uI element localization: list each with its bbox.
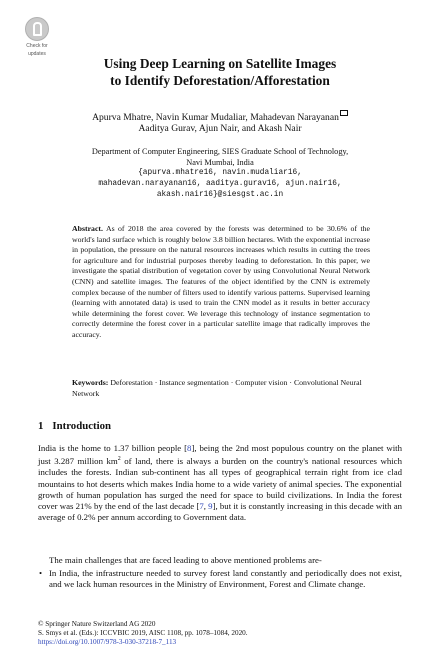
author-list-line2: Aaditya Gurav, Ajun Nair, and Akash Nair [138,123,302,134]
bookmark-icon [25,17,49,41]
section-title: Introduction [52,420,112,432]
badge-line2: updates [28,51,46,57]
p1-text-2: ], being the 2nd most populous country on the planet with just 3.287 million km [38,443,402,467]
section-number: 1 [38,420,44,432]
footer-citation: S. Smys et al. (Eds.): ICCVBIC 2019, AISC 1108, pp. 1078–1084, 2020. [38,629,248,638]
p1-text-3: of land, there is always a burden on the country's national resources which includes the forests. Indian sub-continent has all types of geographical terrain right from ice clad mountains to hot deserts which makes India home to a wide variety of animal species. The exponential growth of human population has surged the need for space to build civilizations. In India the forest cover was 21% by the end of the last decade [ [38,456,402,511]
email-line3: akash.nair16}@siesgst.ac.in [156,191,284,199]
abstract [72,224,370,341]
bullet-text: In India, the infrastructure needed to survey forest land constantly and periodically does not exist, and we lack human resources in the Ministry of Environment, Forest and Climate change. [49,568,402,590]
bullet-item [38,568,402,590]
keywords [72,378,370,399]
check-for-updates-badge[interactable] [20,17,54,59]
affiliation-line1: Department of Computer Engineering, SIES Graduate School of Technology, [91,147,349,156]
paper-title-line1: Using Deep Learning on Satellite Images [103,56,337,71]
citation-7[interactable]: 7 [199,500,204,511]
email-line2: mahadevan.narayanan16, aaditya.gurav16, ajun.nair16, [98,180,342,188]
citation-8[interactable]: 8 [187,443,192,453]
superscript: 2 [117,456,121,463]
citation-9[interactable]: 9 [208,500,213,511]
affiliation-line2: Navi Mumbai, India [186,158,254,167]
bullet-icon: • [39,568,43,578]
citation-separator: , [203,500,209,511]
p1-text-1: India is the home to 1.37 billion people [ [38,443,188,453]
badge-line1: Check for [26,43,48,49]
email-line1: {apurva.mhatre16, navin.mudaliar16, [138,169,302,177]
paragraph-2: The main challenges that are faced leading to above mentioned problems are- [49,555,322,565]
p1-text-4: ], but it is constantly increasing in this decade with an average of 0.2% per annum according to Government data. [38,500,403,523]
section-heading [38,420,111,432]
abstract-text: As of 2018 the area covered by the forests was determined to be 30.6% of the world's land surface which is roughly below 3.8 billion hectares. With the exponential increase in population, the pressure on the natural resources increases which results in cutting the trees for agriculture and for industrial purposes thereby leading to deforestation. In this paper, we investigate the spatial distribution of vegetation cover by using Convolutional Neural Network (CNN) and satellite images. The features of the object identified by the CNN is extremely complex because of the number of filters used to identify various patterns. Supervised learning (learning with annotated data) is used to train the CNN model as it results in better accuracy while determining the forest cover. We leverage this technology of instance segmentation to correctly determine the forest cover in a particular satellite image that radically improves the accuracy. [72,224,370,339]
author-names-1: Apurva Mhatre, Navin Kumar Mudaliar, Mahadevan Narayanan [92,112,339,123]
footer-doi-link[interactable]: https://doi.org/10.1007/978-3-030-37218-7_113 [38,638,177,647]
abstract-label: Abstract. [72,224,103,233]
paper-title-line2: to Identify Deforestation/Afforestation [110,73,330,88]
envelope-icon[interactable] [340,110,348,116]
footer-copyright: © Springer Nature Switzerland AG 2020 [38,620,156,628]
keywords-label: Keywords: [72,378,109,387]
footer [38,620,402,648]
paragraph-1 [38,443,402,523]
keywords-text: Deforestation · Instance segmentation · Computer vision · Convolutional Neural Network [72,378,362,398]
